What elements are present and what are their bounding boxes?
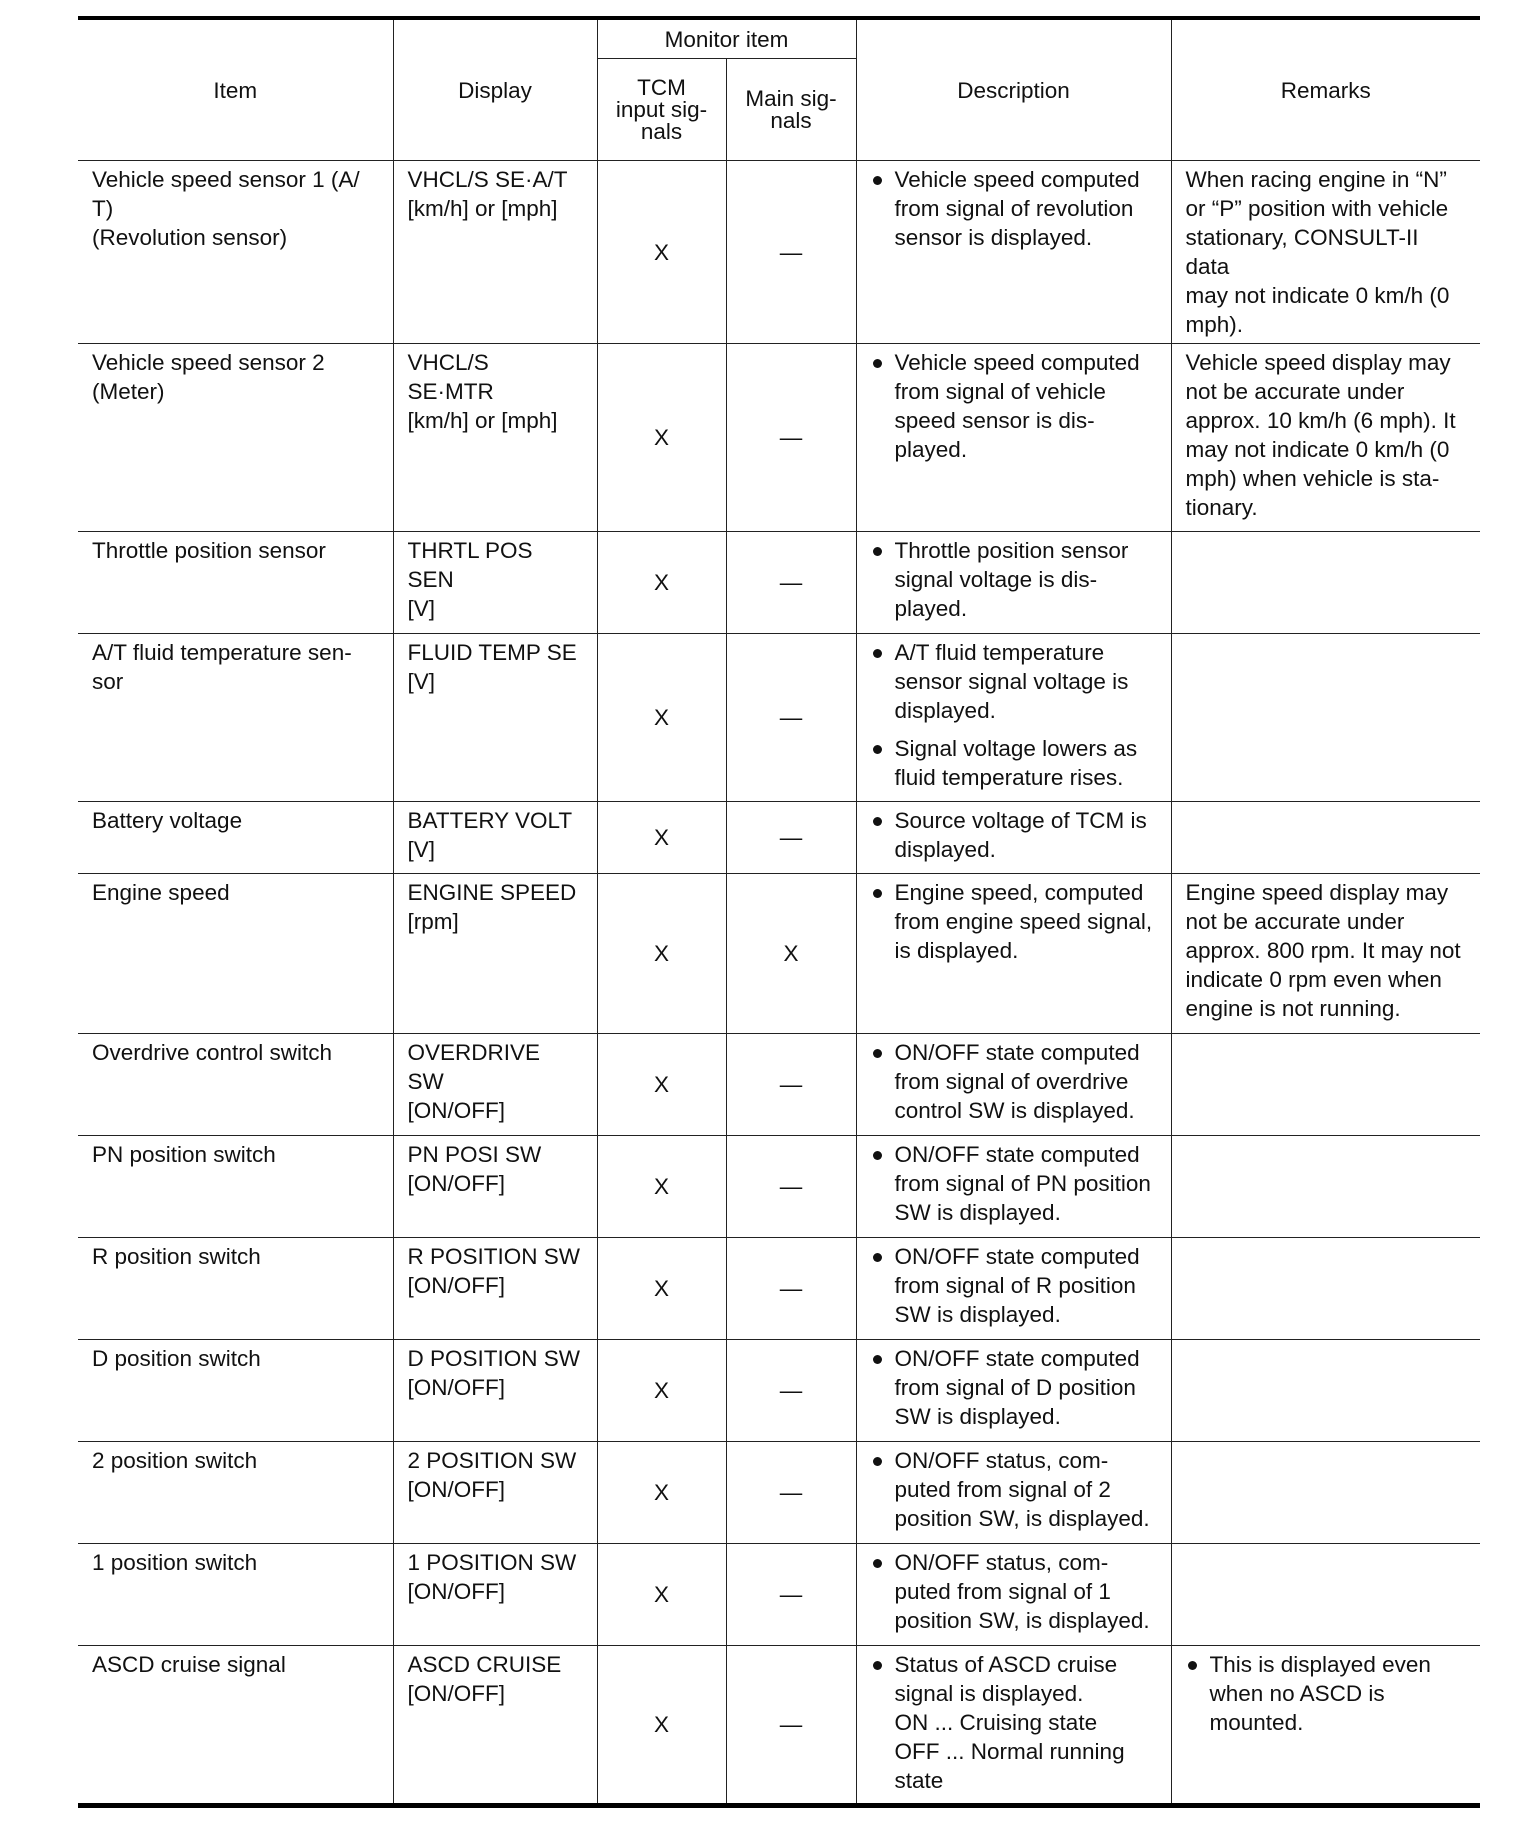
item-cell bbox=[78, 1034, 393, 1136]
description-list bbox=[871, 1344, 1157, 1431]
description-line: from engine speed signal, bbox=[894, 909, 1153, 934]
display-line: SW bbox=[407, 1069, 444, 1094]
description-list bbox=[871, 638, 1157, 792]
header-tcm-line: nals bbox=[640, 118, 683, 144]
display-cell bbox=[393, 802, 597, 874]
tcm-input-mark: X bbox=[597, 161, 726, 344]
description-cell bbox=[856, 532, 1171, 634]
item-cell bbox=[78, 1238, 393, 1340]
description-line: SW is displayed. bbox=[894, 1200, 1061, 1225]
item-line: Throttle position sensor bbox=[92, 538, 326, 563]
description-line: is displayed. bbox=[894, 938, 1019, 963]
display-line: 1 POSITION SW bbox=[407, 1550, 577, 1575]
remarks-line: not be accurate under bbox=[1185, 379, 1405, 404]
display-line: THRTL POS bbox=[407, 538, 533, 563]
display-cell bbox=[393, 532, 597, 634]
header-main-signals bbox=[726, 59, 856, 161]
description-cell bbox=[856, 1442, 1171, 1544]
item-line: 1 position switch bbox=[92, 1550, 258, 1575]
description-list bbox=[871, 1650, 1157, 1795]
display-line: SE·MTR bbox=[407, 379, 494, 404]
remarks-cell bbox=[1171, 344, 1480, 532]
item-line: Battery voltage bbox=[92, 808, 243, 833]
main-signal-mark: — bbox=[726, 802, 856, 874]
display-cell bbox=[393, 874, 597, 1034]
remarks-cell bbox=[1171, 1034, 1480, 1136]
remarks-list bbox=[1186, 1650, 1467, 1737]
display-line: [rpm] bbox=[407, 909, 459, 934]
display-line: PN POSI SW bbox=[407, 1142, 542, 1167]
display-line: [km/h] or [mph] bbox=[407, 408, 558, 433]
display-cell bbox=[393, 344, 597, 532]
remarks-cell bbox=[1171, 1340, 1480, 1442]
remarks-cell bbox=[1171, 634, 1480, 802]
item-cell bbox=[78, 1340, 393, 1442]
remarks-line: When racing engine in “N” bbox=[1185, 167, 1447, 192]
item-line: 2 position switch bbox=[92, 1448, 258, 1473]
main-signal-mark: — bbox=[726, 1340, 856, 1442]
display-cell bbox=[393, 634, 597, 802]
description-list bbox=[871, 806, 1157, 864]
tcm-input-mark: X bbox=[597, 1034, 726, 1136]
description-line: Vehicle speed computed bbox=[894, 167, 1140, 192]
description-line: ON/OFF state computed bbox=[894, 1244, 1140, 1269]
description-cell bbox=[856, 634, 1171, 802]
header-row-top bbox=[78, 18, 1480, 59]
display-line: [ON/OFF] bbox=[407, 1579, 505, 1604]
description-line: sensor is displayed. bbox=[894, 225, 1093, 250]
item-cell bbox=[78, 1136, 393, 1238]
remarks-line: engine is not running. bbox=[1185, 996, 1401, 1021]
description-bullet bbox=[871, 878, 1157, 965]
description-line: control SW is displayed. bbox=[894, 1098, 1135, 1123]
description-bullet bbox=[871, 806, 1157, 864]
description-line: from signal of D position bbox=[894, 1375, 1136, 1400]
header-main-line: Main sig- bbox=[745, 85, 837, 111]
tcm-input-mark: X bbox=[597, 1646, 726, 1806]
description-cell bbox=[856, 874, 1171, 1034]
header-remarks: Remarks bbox=[1171, 18, 1480, 161]
description-bullet bbox=[871, 1650, 1157, 1795]
remarks-line: may not indicate 0 km/h (0 bbox=[1185, 283, 1450, 308]
description-line: ON/OFF state computed bbox=[894, 1142, 1140, 1167]
remarks-cell bbox=[1171, 1544, 1480, 1646]
description-list bbox=[871, 1548, 1157, 1635]
description-bullet bbox=[871, 1140, 1157, 1227]
description-line: position SW, is displayed. bbox=[894, 1608, 1150, 1633]
tcm-input-mark: X bbox=[597, 532, 726, 634]
main-signal-mark: — bbox=[726, 634, 856, 802]
display-cell bbox=[393, 1340, 597, 1442]
remarks-line: This is displayed even bbox=[1209, 1652, 1431, 1677]
item-cell bbox=[78, 1544, 393, 1646]
description-line: from signal of revolution bbox=[894, 196, 1134, 221]
item-cell bbox=[78, 802, 393, 874]
display-line: ASCD CRUISE bbox=[407, 1652, 562, 1677]
item-cell bbox=[78, 532, 393, 634]
item-line: PN position switch bbox=[92, 1142, 276, 1167]
main-signal-mark: — bbox=[726, 1646, 856, 1806]
display-cell bbox=[393, 1442, 597, 1544]
tcm-input-mark: X bbox=[597, 1238, 726, 1340]
description-line: from signal of vehicle bbox=[894, 379, 1106, 404]
description-line: played. bbox=[894, 437, 968, 462]
display-line: [ON/OFF] bbox=[407, 1273, 505, 1298]
display-line: VHCL/S SE·A/T bbox=[407, 167, 568, 192]
tcm-input-mark: X bbox=[597, 1340, 726, 1442]
tcm-input-mark: X bbox=[597, 802, 726, 874]
description-bullet bbox=[871, 1038, 1157, 1125]
display-line: [V] bbox=[407, 669, 436, 694]
remarks-line: not be accurate under bbox=[1185, 909, 1405, 934]
description-cell bbox=[856, 1238, 1171, 1340]
remarks-line: may not indicate 0 km/h (0 bbox=[1185, 437, 1450, 462]
description-line: state bbox=[894, 1768, 944, 1793]
description-bullet bbox=[871, 1242, 1157, 1329]
display-cell bbox=[393, 161, 597, 344]
table-row bbox=[78, 1442, 1480, 1544]
table-row bbox=[78, 1034, 1480, 1136]
item-line: Vehicle speed sensor 1 (A/ bbox=[92, 167, 360, 192]
item-line: ASCD cruise signal bbox=[92, 1652, 286, 1677]
tcm-input-mark: X bbox=[597, 634, 726, 802]
display-line: ENGINE SPEED bbox=[407, 880, 577, 905]
remarks-cell bbox=[1171, 1442, 1480, 1544]
display-cell bbox=[393, 1544, 597, 1646]
description-line: Engine speed, computed bbox=[894, 880, 1144, 905]
display-line: [ON/OFF] bbox=[407, 1477, 505, 1502]
remarks-line: tionary. bbox=[1185, 495, 1258, 520]
remarks-line: when no ASCD is bbox=[1209, 1681, 1385, 1706]
table-row bbox=[78, 802, 1480, 874]
description-line: A/T fluid temperature bbox=[894, 640, 1105, 665]
item-cell bbox=[78, 1442, 393, 1544]
remarks-cell bbox=[1171, 1238, 1480, 1340]
display-line: [ON/OFF] bbox=[407, 1375, 505, 1400]
description-line: signal is displayed. bbox=[894, 1681, 1084, 1706]
remarks-line: indicate 0 rpm even when bbox=[1185, 967, 1442, 992]
description-bullet bbox=[871, 734, 1157, 792]
description-line: SW is displayed. bbox=[894, 1404, 1061, 1429]
tcm-input-mark: X bbox=[597, 344, 726, 532]
tcm-input-mark: X bbox=[597, 1442, 726, 1544]
description-list bbox=[871, 348, 1157, 464]
remarks-line: stationary, CONSULT-II data bbox=[1185, 225, 1419, 279]
display-line: [ON/OFF] bbox=[407, 1681, 505, 1706]
item-line: T) bbox=[92, 196, 114, 221]
table-row bbox=[78, 1340, 1480, 1442]
table-row bbox=[78, 1238, 1480, 1340]
monitor-item-table bbox=[78, 16, 1480, 1808]
display-line: VHCL/S bbox=[407, 350, 489, 375]
remarks-cell bbox=[1171, 161, 1480, 344]
remarks-line: Engine speed display may bbox=[1185, 880, 1449, 905]
main-signal-mark: — bbox=[726, 161, 856, 344]
header-tcm-line: input sig- bbox=[615, 96, 708, 122]
item-line: (Revolution sensor) bbox=[92, 225, 288, 250]
description-line: from signal of R position bbox=[894, 1273, 1136, 1298]
display-line: [V] bbox=[407, 596, 436, 621]
display-line: SEN bbox=[407, 567, 454, 592]
header-tcm-input-signals bbox=[597, 59, 726, 161]
description-cell bbox=[856, 344, 1171, 532]
description-line: displayed. bbox=[894, 837, 996, 862]
header-tcm-line: TCM bbox=[637, 74, 686, 100]
description-cell bbox=[856, 1340, 1171, 1442]
remarks-line: mph). bbox=[1185, 312, 1244, 337]
remarks-line: mph) when vehicle is sta- bbox=[1185, 466, 1440, 491]
item-line: Vehicle speed sensor 2 bbox=[92, 350, 325, 375]
description-line: speed sensor is dis- bbox=[894, 408, 1095, 433]
description-cell bbox=[856, 1544, 1171, 1646]
remarks-cell bbox=[1171, 1136, 1480, 1238]
item-cell bbox=[78, 874, 393, 1034]
tcm-input-mark: X bbox=[597, 874, 726, 1034]
main-signal-mark: — bbox=[726, 532, 856, 634]
description-line: signal voltage is dis- bbox=[894, 567, 1098, 592]
description-line: ON ... Cruising state bbox=[894, 1710, 1098, 1735]
description-bullet bbox=[871, 1446, 1157, 1533]
tcm-input-mark: X bbox=[597, 1544, 726, 1646]
header-monitor-item: Monitor item bbox=[597, 18, 856, 59]
description-line: played. bbox=[894, 596, 968, 621]
item-cell bbox=[78, 344, 393, 532]
description-line: Source voltage of TCM is bbox=[894, 808, 1147, 833]
display-line: BATTERY VOLT bbox=[407, 808, 573, 833]
description-line: from signal of overdrive bbox=[894, 1069, 1129, 1094]
description-bullet bbox=[871, 638, 1157, 725]
remarks-line: or “P” position with vehicle bbox=[1185, 196, 1449, 221]
item-line: (Meter) bbox=[92, 379, 165, 404]
table-row bbox=[78, 344, 1480, 532]
description-bullet bbox=[871, 348, 1157, 464]
remarks-bullet bbox=[1186, 1650, 1467, 1737]
description-line: displayed. bbox=[894, 698, 996, 723]
description-line: ON/OFF state computed bbox=[894, 1040, 1140, 1065]
header-main-line: nals bbox=[770, 107, 812, 133]
description-list bbox=[871, 536, 1157, 623]
header-item: Item bbox=[78, 18, 393, 161]
remarks-cell bbox=[1171, 532, 1480, 634]
table-body bbox=[78, 161, 1480, 1806]
main-signal-mark: — bbox=[726, 1544, 856, 1646]
description-cell bbox=[856, 802, 1171, 874]
item-cell bbox=[78, 1646, 393, 1806]
table-row bbox=[78, 532, 1480, 634]
display-line: FLUID TEMP SE bbox=[407, 640, 577, 665]
display-line: [km/h] or [mph] bbox=[407, 196, 558, 221]
main-signal-mark: X bbox=[726, 874, 856, 1034]
display-cell bbox=[393, 1034, 597, 1136]
main-signal-mark: — bbox=[726, 344, 856, 532]
item-line: Engine speed bbox=[92, 880, 230, 905]
display-line: [ON/OFF] bbox=[407, 1171, 505, 1196]
description-bullet bbox=[871, 536, 1157, 623]
header-description: Description bbox=[856, 18, 1171, 161]
table-row bbox=[78, 161, 1480, 344]
description-cell bbox=[856, 1136, 1171, 1238]
remarks-cell bbox=[1171, 802, 1480, 874]
display-line: R POSITION SW bbox=[407, 1244, 581, 1269]
item-line: sor bbox=[92, 669, 124, 694]
description-list bbox=[871, 165, 1157, 252]
main-signal-mark: — bbox=[726, 1442, 856, 1544]
description-line: ON/OFF state computed bbox=[894, 1346, 1140, 1371]
display-cell bbox=[393, 1136, 597, 1238]
item-line: Overdrive control switch bbox=[92, 1040, 333, 1065]
item-cell bbox=[78, 161, 393, 344]
description-line: sensor signal voltage is bbox=[894, 669, 1129, 694]
description-list bbox=[871, 1242, 1157, 1329]
item-line: R position switch bbox=[92, 1244, 261, 1269]
table-row bbox=[78, 1544, 1480, 1646]
description-cell bbox=[856, 1034, 1171, 1136]
item-line: A/T fluid temperature sen- bbox=[92, 640, 352, 665]
table-row bbox=[78, 1646, 1480, 1806]
main-signal-mark: — bbox=[726, 1238, 856, 1340]
description-list bbox=[871, 1038, 1157, 1125]
remarks-cell bbox=[1171, 1646, 1480, 1806]
description-list bbox=[871, 1446, 1157, 1533]
item-line: D position switch bbox=[92, 1346, 261, 1371]
description-line: from signal of PN position bbox=[894, 1171, 1151, 1196]
description-line: Throttle position sensor bbox=[894, 538, 1129, 563]
table-row bbox=[78, 874, 1480, 1034]
description-line: Status of ASCD cruise bbox=[894, 1652, 1118, 1677]
main-signal-mark: — bbox=[726, 1136, 856, 1238]
description-list bbox=[871, 1140, 1157, 1227]
description-line: Signal voltage lowers as bbox=[894, 736, 1138, 761]
description-bullet bbox=[871, 1548, 1157, 1635]
description-bullet bbox=[871, 165, 1157, 252]
remarks-line: approx. 10 km/h (6 mph). It bbox=[1185, 408, 1456, 433]
header-display: Display bbox=[393, 18, 597, 161]
description-cell bbox=[856, 161, 1171, 344]
display-line: 2 POSITION SW bbox=[407, 1448, 577, 1473]
description-line: fluid temperature rises. bbox=[894, 765, 1124, 790]
table-row bbox=[78, 634, 1480, 802]
display-line: [V] bbox=[407, 837, 436, 862]
description-line: ON/OFF status, com- bbox=[894, 1550, 1109, 1575]
remarks-line: Vehicle speed display may bbox=[1185, 350, 1451, 375]
description-line: position SW, is displayed. bbox=[894, 1506, 1150, 1531]
description-line: Vehicle speed computed bbox=[894, 350, 1140, 375]
display-line: OVERDRIVE bbox=[407, 1040, 541, 1065]
description-line: OFF ... Normal running bbox=[894, 1739, 1125, 1764]
display-line: D POSITION SW bbox=[407, 1346, 581, 1371]
tcm-input-mark: X bbox=[597, 1136, 726, 1238]
remarks-line: approx. 800 rpm. It may not bbox=[1185, 938, 1461, 963]
item-cell bbox=[78, 634, 393, 802]
display-cell bbox=[393, 1238, 597, 1340]
description-line: ON/OFF status, com- bbox=[894, 1448, 1109, 1473]
main-signal-mark: — bbox=[726, 1034, 856, 1136]
description-line: puted from signal of 2 bbox=[894, 1477, 1111, 1502]
description-bullet bbox=[871, 1344, 1157, 1431]
description-cell bbox=[856, 1646, 1171, 1806]
display-cell bbox=[393, 1646, 597, 1806]
remarks-line: mounted. bbox=[1209, 1710, 1304, 1735]
description-line: puted from signal of 1 bbox=[894, 1579, 1111, 1604]
description-line: SW is displayed. bbox=[894, 1302, 1061, 1327]
display-line: [ON/OFF] bbox=[407, 1098, 505, 1123]
table-row bbox=[78, 1136, 1480, 1238]
description-list bbox=[871, 878, 1157, 965]
remarks-cell bbox=[1171, 874, 1480, 1034]
